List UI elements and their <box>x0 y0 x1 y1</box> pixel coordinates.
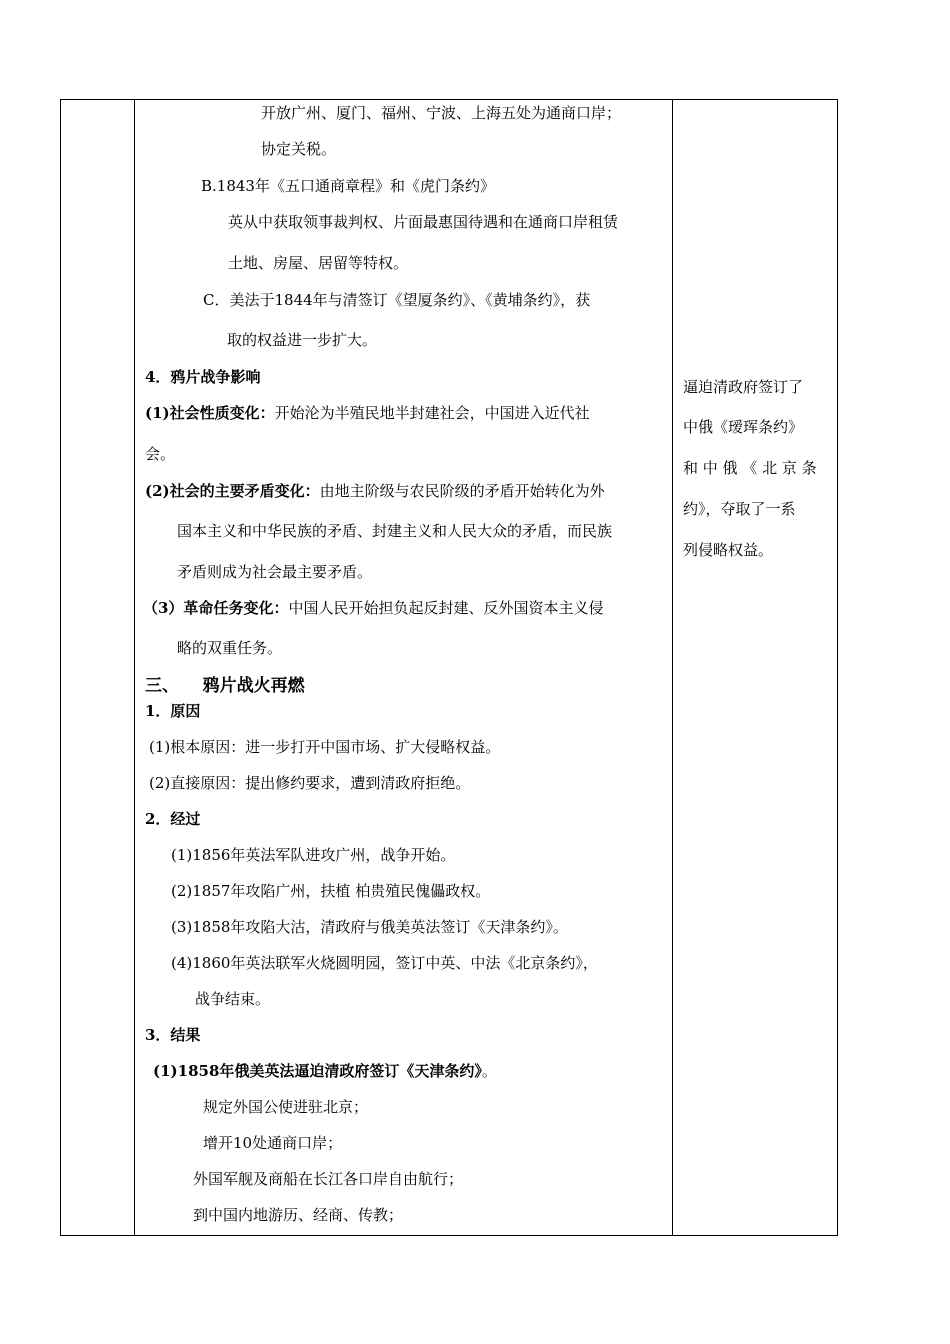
bold-label: (2)社会的主要矛盾变化： <box>145 482 320 500</box>
text-line: 规定外国公使进驻北京； <box>203 1098 369 1116</box>
text-line: 战争结束。 <box>195 990 271 1008</box>
text-line: (3)1858年攻陷大沽，清政府与俄美英法签订《天津条约》。 <box>171 918 568 936</box>
text-line: 增开10处通商口岸； <box>203 1134 343 1152</box>
text-line: 取的权益进一步扩大。 <box>227 331 378 349</box>
note-line: 中俄《瑷珲条约》 <box>683 418 804 436</box>
lesson-table <box>60 99 838 1236</box>
text-line: B.1843年《五口通商章程》和《虎门条约》 <box>201 177 495 195</box>
text-line: (2)1857年攻陷广州，扶植 柏贵殖民傀儡政权。 <box>171 882 491 900</box>
line-text: 开始沦为半殖民地半封建社会，中国进入近代社 <box>274 404 590 422</box>
note-cell <box>673 100 839 1235</box>
text-line: 协定关税。 <box>261 140 337 158</box>
bold-label: （3）革命任务变化： <box>143 599 289 617</box>
section-heading: 1．原因 <box>145 702 201 720</box>
text-line <box>145 403 590 423</box>
text-line <box>143 598 603 618</box>
section-heading: 2．经过 <box>145 810 201 828</box>
text-line: (4)1860年英法联军火烧圆明园，签订中英、中法《北京条约》， <box>171 954 598 972</box>
text-line: 英从中获取领事裁判权、片面最惠国待遇和在通商口岸租赁 <box>228 213 619 231</box>
note-line: 和 中 俄 《 北 京 条 <box>683 459 817 477</box>
text-line <box>145 481 605 501</box>
note-line: 列侵略权益。 <box>683 541 774 559</box>
bold-label: (1)1858年俄美英法逼迫清政府签订《天津条约》 <box>153 1062 482 1080</box>
text-line: 会。 <box>145 445 176 463</box>
text-line: 土地、房屋、居留等特权。 <box>228 254 409 272</box>
text-line: 到中国内地游历、经商、传教； <box>193 1206 404 1224</box>
text-line: C．美法于1844年与清签订《望厦条约》、《黄埔条约》，获 <box>203 291 591 309</box>
text-line: (1)1856年英法军队进攻广州，战争开始。 <box>171 846 456 864</box>
text-line: (1)根本原因：进一步打开中国市场、扩大侵略权益。 <box>149 738 501 756</box>
line-text: 中国人民开始担负起反封建、反外国资本主义侵 <box>288 599 604 617</box>
text-line: 开放广州、厦门、福州、宁波、上海五处为通商口岸； <box>261 104 622 122</box>
chapter-heading: 三、 鸦片战火再燃 <box>145 676 305 696</box>
line-text: 由地主阶级与农民阶级的矛盾开始转化为外 <box>319 482 605 500</box>
text-line: 矛盾则成为社会最主要矛盾。 <box>177 563 373 581</box>
text-line: 略的双重任务。 <box>177 639 283 657</box>
section-heading: 3．结果 <box>145 1026 201 1044</box>
section-heading: 4．鸦片战争影响 <box>145 368 261 386</box>
note-line: 约》，夺取了一系 <box>683 500 796 518</box>
bold-label: (1)社会性质变化： <box>145 404 275 422</box>
main-content-cell <box>135 100 673 1235</box>
text-line: 国本主义和中华民族的矛盾、封建主义和人民大众的矛盾，而民族 <box>177 522 613 540</box>
text-line: (2)直接原因：提出修约要求，遭到清政府拒绝。 <box>149 774 471 792</box>
text-line <box>153 1061 497 1081</box>
line-text: 。 <box>481 1062 497 1080</box>
note-line: 逼迫清政府签订了 <box>683 378 804 396</box>
text-line: 外国军舰及商船在长江各口岸自由航行； <box>193 1170 464 1188</box>
